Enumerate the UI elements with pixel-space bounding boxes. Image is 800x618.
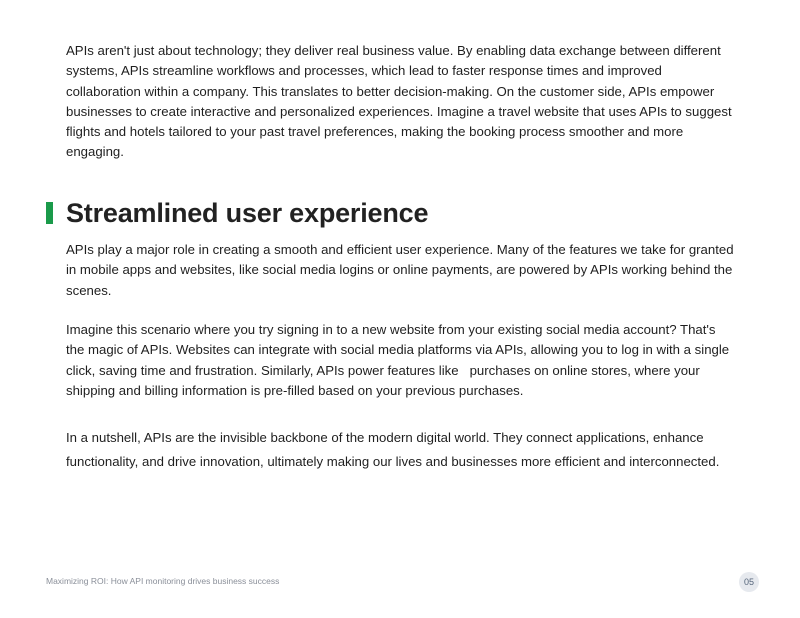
body-paragraph-1: APIs play a major role in creating a smooth and efficient user experience. Many of the features we take for granted in mobile apps and websites, like social media logins or online payments, are powered by APIs working behind the scenes. [66,242,734,298]
body-paragraph-3: In a nutshell, APIs are the invisible backbone of the modern digital world. They connect applications, enhance functionality, and drive innovation, ultimately making our lives and businesses more efficient and interconnected. [66,430,720,469]
body-paragraph-2: Imagine this scenario where you try signing in to a new website from your existing social media account? That's the magic of APIs. Websites can integrate with social media platforms via APIs, allowing you to log in with a single click, saving time and frustration. Similarly, APIs power features like purchases on online stores, where your shipping and billing information is pre-filled based on your previous purchases. [66,322,733,398]
section-heading-block [46,196,428,230]
page-number-badge: 05 [739,572,759,592]
intro-paragraph: APIs aren't just about technology; they deliver real business value. By enabling data exchange between different systems, APIs streamline workflows and processes, which lead to faster response times and improved collaboration within a company. This translates to better decision-making. On the customer side, APIs empower businesses to create interactive and personalized experiences. Imagine a travel website that uses APIs to suggest flights and hotels tailored to your past travel preferences, making the booking process smoother and more engaging. [66,43,732,160]
heading-accent-bar [46,202,53,224]
section-heading: Streamlined user experience [66,197,429,228]
footer-document-title: Maximizing ROI: How API monitoring drives business success [46,576,280,586]
